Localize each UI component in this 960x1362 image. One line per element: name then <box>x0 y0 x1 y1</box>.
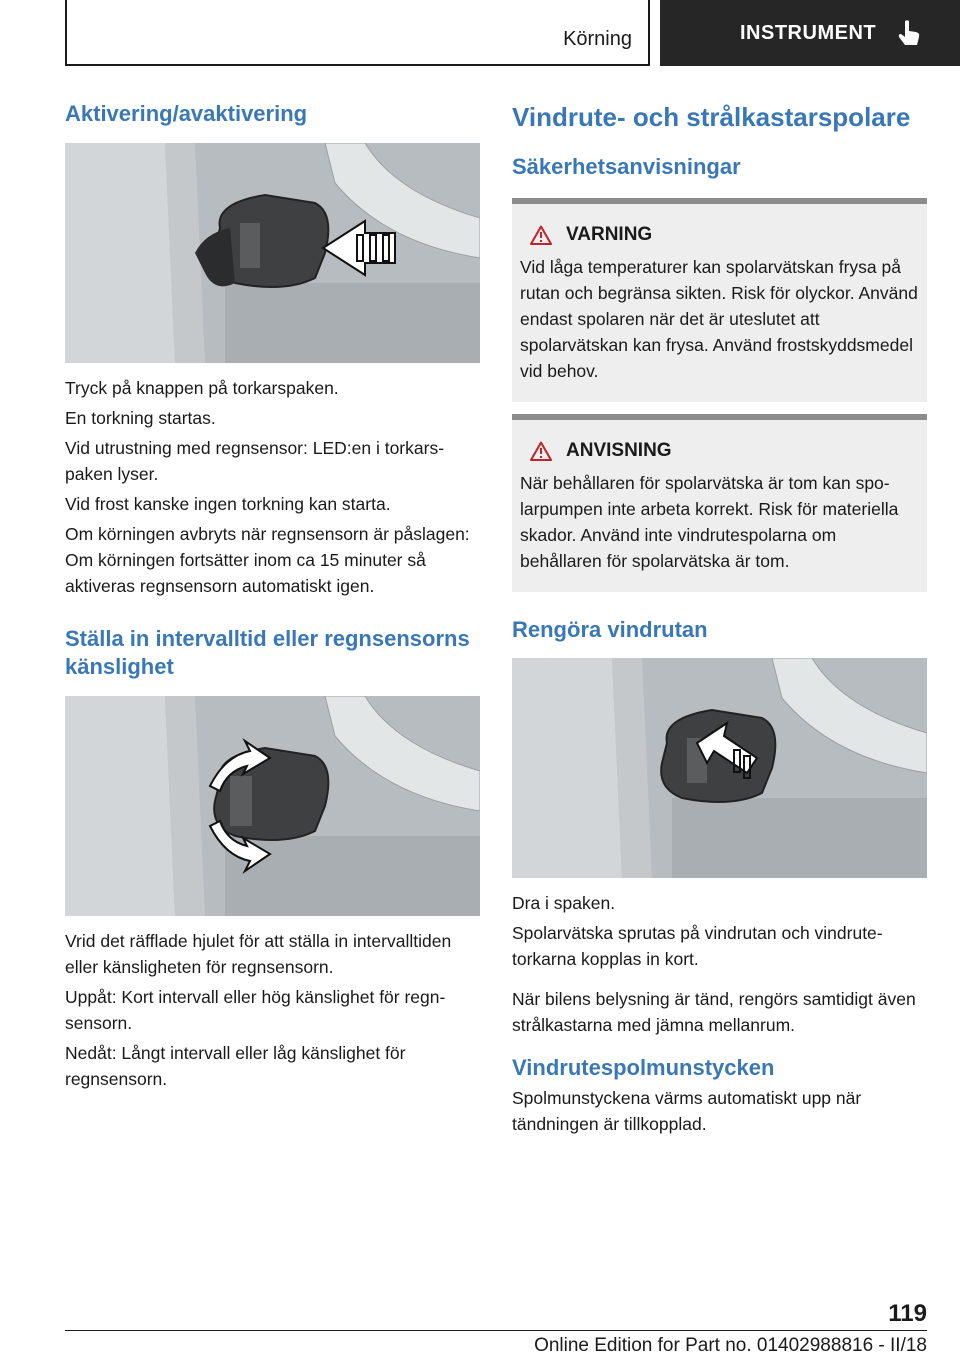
text-press-button: Tryck på knappen på torkarspaken. <box>65 377 339 398</box>
left-column <box>65 100 480 1092</box>
section-title: Körning <box>563 28 632 50</box>
text-headlights-cleaned: När bilens belysning är tänd, rengörs samtidigt även strålkastarna med jämna mellanrum. <box>512 989 916 1036</box>
wiper-wheel-illustration <box>65 696 480 916</box>
text-driving-interrupted: Om körningen avbryts när regnsensorn är påslagen: Om körningen fortsätter inom ca 15 minuter så aktiveras regnsensorn automatiskt igen. <box>65 523 470 596</box>
warning-triangle-icon <box>530 225 552 245</box>
text-wipe-starts: En torkning startas. <box>65 407 216 428</box>
notice-triangle-icon <box>530 441 552 461</box>
heading-activation: Aktivering/avaktivering <box>65 101 308 126</box>
text-rain-sensor-led: Vid utrustning med regnsensor: LED:en i torkarspaken lyser. <box>65 437 445 484</box>
page-header <box>0 0 960 66</box>
warning-title: VARNING <box>566 223 653 245</box>
hand-pointer-icon <box>894 18 924 48</box>
heading-washer: Vindrute- och strålkastarspolare <box>512 102 911 132</box>
text-frost: Vid frost kanske ingen torkning kan starta. <box>65 493 391 514</box>
right-column <box>512 100 927 1137</box>
wiper-lever-button-illustration <box>65 143 480 363</box>
heading-nozzles: Vindrutespolmunstycken <box>512 1055 775 1081</box>
heading-interval: Ställa in intervalltid eller regnsensorns känslighet <box>65 625 470 680</box>
warning-box <box>512 198 927 402</box>
text-pull-lever: Dra i spaken. <box>512 893 616 914</box>
chapter-title: INSTRUMENT <box>740 21 877 44</box>
section-tab <box>65 0 650 66</box>
text-nozzles-heated: Spolmunstyckena värms automatiskt upp när tändningen är tillkopplad. <box>512 1087 862 1134</box>
text-turn-wheel: Vrid det räfflade hjulet för att ställa in intervalltiden eller känsligheten för regnsensorn. <box>65 930 452 977</box>
edition-text: Online Edition for Part no. 01402988816 - II/18 <box>534 1335 927 1356</box>
page-number: 119 <box>888 1300 927 1327</box>
heading-safety: Säkerhetsanvisningar <box>512 154 741 180</box>
wiper-lever-pull-illustration <box>512 658 927 878</box>
chapter-tab <box>660 0 960 66</box>
text-fluid-sprayed: Spolarvätska sprutas på vindrutan och vindrutetorkarna kopplas in kort. <box>512 923 883 970</box>
notice-box <box>512 414 927 592</box>
text-down: Nedåt: Långt intervall eller låg känslighet för regnsensorn. <box>65 1042 406 1089</box>
notice-text: När behållaren för spolarvätska är tom kan spolarpumpen inte arbeta korrekt. Risk för materiella skador. Använd inte vindrutespolarna om behållaren för spolarvätska är tom. <box>520 472 899 571</box>
notice-title: ANVISNING <box>566 439 672 461</box>
warning-text: Vid låga temperaturer kan spolarvätskan frysa på rutan och begränsa sikten. Risk för olyckor. Använd endast spolaren när det är uteslutet att spolarvätskan kan frysa. Använd frostskyddsmedel vid behov. <box>520 256 918 381</box>
heading-clean-windscreen: Rengöra vindrutan <box>512 616 708 642</box>
text-up: Uppåt: Kort intervall eller hög känslighet för regnsensorn. <box>65 986 446 1033</box>
footer-rule <box>65 1330 927 1331</box>
